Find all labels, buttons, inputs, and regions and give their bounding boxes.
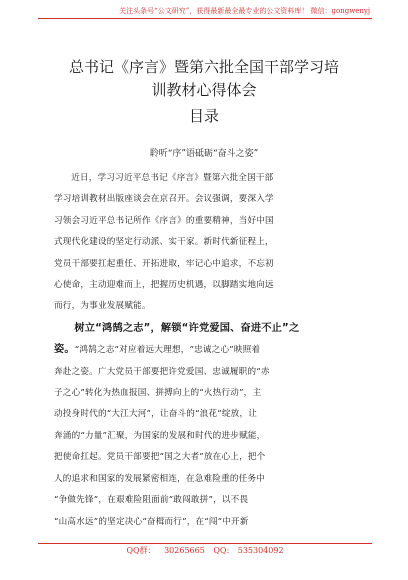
document-title-line: 训教材心得体会 [151, 81, 257, 100]
lead-sentence: 树立“鸿鹄之志”，解锁“许党爱国、奋进不止”之 [74, 322, 300, 334]
footer-divider [38, 543, 372, 544]
paragraph-line: “争做先锋”，在艰难险阻面前“敢闯敢拼”，以不畏 [54, 495, 249, 506]
lead-sentence-tail: 姿。 [54, 344, 75, 356]
paragraph-line: 人的追求和国家的发展紧密相连，在急难险重的任务中 [54, 473, 266, 484]
paragraph-line: 式现代化建设的坚定行动派、实干家。新时代新征程上， [54, 237, 274, 248]
footer-contact [40, 545, 370, 557]
header-banner: 关注头条号“公文研究”，获得最新最全最专业的公文资料库！ 微信：gongwenyj [119, 7, 370, 15]
paragraph-line: “鸿鹄之志”对应着远大理想，“忠诚之心”映照着 [74, 345, 261, 356]
article-title: 聆听“序”语砥砺“奋斗之姿” [149, 149, 259, 159]
paragraph-line: 心使命，主动迎难而上，把握历史机遇，以脚踏实地向远 [54, 280, 274, 291]
qq-text: QQ: 535304092 [213, 546, 284, 555]
paragraph-line: “山高水远”的坚定决心“奋楫而行”，在“闯”中开新 [54, 516, 249, 527]
document-title-line: 总书记《序言》暨第六批全国干部学习培 [68, 58, 339, 77]
paragraph-line: 近日，学习习近平总书记《序言》暨第六批全国干部 [71, 173, 274, 183]
article-body [54, 168, 354, 533]
header-divider [38, 18, 372, 19]
qq-group-text: QQ群： 30265665 [126, 546, 205, 555]
paragraph-line: 学习培训教材出版座谈会在京召开。会议强调，要深入学 [54, 194, 274, 205]
toc-heading: 目录 [188, 107, 219, 125]
paragraph-line-start [54, 339, 354, 361]
paragraph-line: 把使命扛起。党员干部要把“国之大者”放在心上，把个 [54, 452, 266, 463]
paragraph-line: 动投身时代的“大江大河”，让奋斗的“浪花”绽放，让 [54, 409, 258, 420]
paragraph-line: 而行，为事业发展赋能。 [54, 301, 151, 312]
document-title [54, 56, 354, 102]
paragraph-line: 党员干部要扛起重任、开拓进取，牢记心中追求，不忘初 [54, 258, 274, 269]
paragraph-line: 奔涌的“力量”汇聚，为国家的发展和时代的进步赋能， [54, 430, 266, 441]
paragraph-line: 奔赴之姿。广大党员干部要把许党爱国、忠诚履职的“赤 [54, 366, 270, 377]
paragraph-line: 子之心”转化为热血报国、拼搏向上的“火热行动”，主 [54, 388, 262, 399]
paragraph-line: 习领会习近平总书记所作《序言》的重要精神，当好中国 [54, 215, 274, 226]
